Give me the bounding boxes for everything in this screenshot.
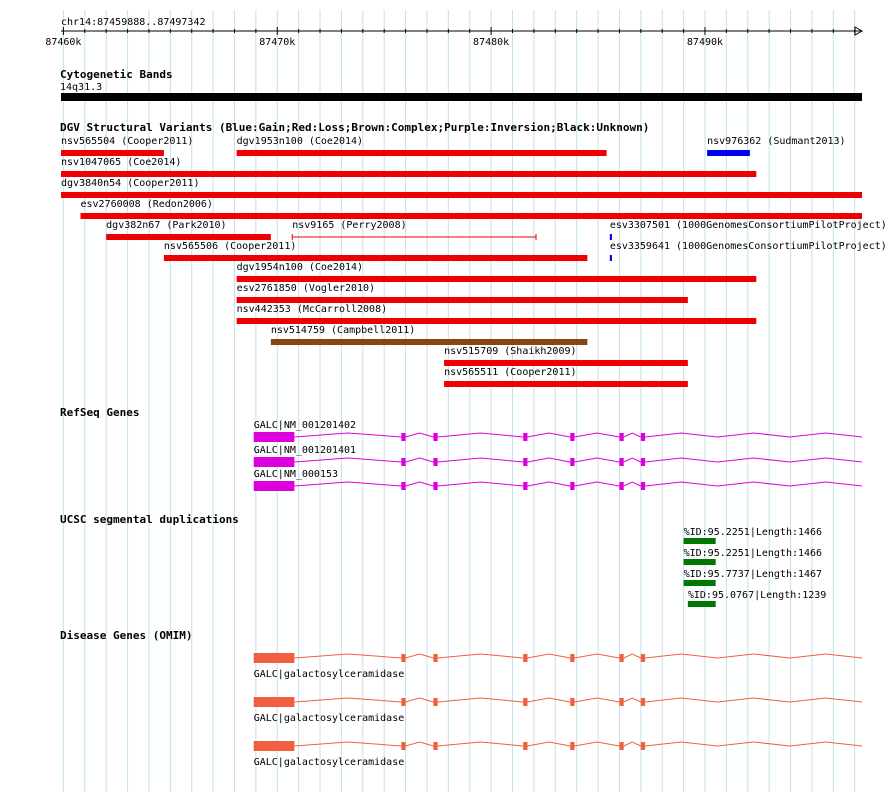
omim-exon [570, 698, 574, 706]
refseq-intron [406, 482, 434, 486]
refseq-exon [619, 458, 623, 466]
refseq-intron [645, 458, 862, 462]
refseq-intron [294, 482, 401, 486]
dgv-feature-bar [444, 381, 688, 387]
omim-exon [254, 653, 295, 663]
refseq-transcript-label: GALC|NM_000153 [253, 469, 339, 480]
dgv-feature-label: nsv565511 (Cooper2011) [444, 367, 577, 378]
refseq-exon [433, 458, 437, 466]
omim-exon [619, 698, 623, 706]
dgv-feature-bar [237, 276, 757, 282]
refseq-intron [624, 433, 641, 437]
omim-exon [254, 741, 295, 751]
dgv-feature-bar [444, 360, 688, 366]
omim-intron [406, 698, 434, 702]
dgv-feature-label: nsv515709 (Shaikh2009) [444, 346, 577, 357]
refseq-exon [401, 482, 405, 490]
refseq-intron [624, 458, 641, 462]
refseq-exon [523, 458, 527, 466]
segdup-bar [684, 538, 716, 544]
ruler-tick-label: 87470k [259, 37, 296, 48]
omim-intron [645, 742, 862, 746]
refseq-intron [645, 433, 862, 437]
omim-intron [575, 742, 620, 746]
omim-gene-label: GALC|galactosylceramidase [253, 713, 405, 724]
track-title-dgv: DGV Structural Variants (Blue:Gain;Red:Loss;Brown:Complex;Purple:Inversion;Black:Unknown) [60, 121, 650, 134]
dgv-feature-label: esv3359641 (1000GenomesConsortiumPilotProject) [609, 241, 887, 252]
omim-exon [401, 654, 405, 662]
refseq-intron [575, 482, 620, 486]
refseq-exon [641, 458, 645, 466]
refseq-exon [254, 457, 295, 467]
refseq-exon [433, 482, 437, 490]
omim-exon [570, 654, 574, 662]
track-title-segdup: UCSC segmental duplications [60, 513, 239, 526]
refseq-intron [294, 458, 401, 462]
location-label: chr14:87459888..87497342 [61, 17, 206, 28]
omim-intron [294, 654, 401, 658]
refseq-exon [619, 433, 623, 441]
omim-exon [401, 698, 405, 706]
track-features [61, 93, 887, 768]
omim-exon [523, 742, 527, 750]
refseq-exon [401, 433, 405, 441]
dgv-feature-bar [81, 213, 862, 219]
omim-intron [645, 698, 862, 702]
omim-intron [624, 742, 641, 746]
dgv-feature-bar [237, 318, 757, 324]
dgv-feature-label: esv2761850 (Vogler2010) [236, 283, 376, 294]
refseq-exon [254, 481, 295, 491]
dgv-feature-bar [610, 255, 612, 261]
refseq-exon [570, 433, 574, 441]
refseq-transcript-label: GALC|NM_001201401 [253, 445, 357, 456]
refseq-intron [645, 482, 862, 486]
ruler [45, 17, 862, 48]
refseq-intron [438, 482, 524, 486]
refseq-intron [406, 458, 434, 462]
dgv-feature-bar [707, 150, 750, 156]
omim-intron [624, 654, 641, 658]
omim-exon [433, 654, 437, 662]
dgv-feature-label: nsv565506 (Cooper2011) [163, 241, 297, 252]
segdup-bar [684, 559, 716, 565]
track-title-refseq: RefSeq Genes [60, 406, 140, 419]
dgv-feature-bar [610, 234, 612, 240]
omim-intron [438, 742, 524, 746]
omim-exon [641, 654, 645, 662]
refseq-intron [294, 433, 401, 437]
dgv-feature-bar [61, 171, 756, 177]
dgv-feature-label: nsv976362 (Sudmant2013) [707, 136, 846, 147]
refseq-exon [641, 433, 645, 441]
omim-intron [294, 698, 401, 702]
refseq-transcript-label: GALC|NM_001201402 [253, 420, 357, 431]
dgv-feature-bar [61, 192, 862, 198]
dgv-feature-bar [237, 150, 607, 156]
ruler-ticks [45, 27, 854, 48]
track-title-omim: Disease Genes (OMIM) [60, 629, 193, 642]
segdup-bar [688, 601, 716, 607]
omim-exon [433, 698, 437, 706]
dgv-feature-label: esv2760008 (Redon2006) [80, 199, 213, 210]
omim-exon [523, 698, 527, 706]
dgv-feature-bar [237, 297, 688, 303]
dgv-feature-label: nsv565504 (Cooper2011) [61, 136, 194, 147]
refseq-exon [433, 433, 437, 441]
refseq-intron [575, 458, 620, 462]
refseq-exon [523, 433, 527, 441]
dgv-feature-label: nsv1047065 (Coe2014) [61, 157, 182, 168]
dgv-feature-bar [61, 150, 164, 156]
ruler-tick-label: 87490k [686, 37, 724, 48]
refseq-exon [523, 482, 527, 490]
omim-intron [294, 742, 401, 746]
refseq-exon [254, 432, 295, 442]
omim-intron [406, 654, 434, 658]
omim-exon [619, 742, 623, 750]
refseq-exon [619, 482, 623, 490]
refseq-exon [570, 458, 574, 466]
dgv-feature-label: dgv382n67 (Park2010) [106, 220, 227, 231]
segdup-bar [684, 580, 716, 586]
omim-exon [570, 742, 574, 750]
dgv-feature-label: dgv1954n100 (Coe2014) [236, 262, 364, 273]
omim-exon [401, 742, 405, 750]
dgv-feature-label: dgv3840n54 (Cooper2011) [61, 178, 200, 189]
omim-intron [438, 654, 524, 658]
dgv-feature-bar [164, 255, 587, 261]
refseq-intron [624, 482, 641, 486]
refseq-exon [401, 458, 405, 466]
omim-intron [645, 654, 862, 658]
omim-exon [254, 697, 295, 707]
segdup-label: %ID:95.2251|Length:1466 [683, 548, 823, 559]
segdup-label: %ID:95.0767|Length:1239 [687, 590, 827, 601]
omim-gene-label: GALC|galactosylceramidase [253, 669, 405, 680]
dgv-feature-label: esv3307501 (1000GenomesConsortiumPilotProject) [609, 220, 887, 231]
refseq-exon [570, 482, 574, 490]
refseq-intron [438, 433, 524, 437]
dgv-feature-label: nsv9165 (Perry2008) [292, 220, 407, 231]
omim-intron [575, 654, 620, 658]
segdup-label: %ID:95.2251|Length:1466 [683, 527, 823, 538]
refseq-intron [406, 433, 434, 437]
omim-exon [523, 654, 527, 662]
refseq-intron [438, 458, 524, 462]
omim-exon [641, 742, 645, 750]
omim-exon [641, 698, 645, 706]
cytoband-label: 14q31.3 [60, 82, 103, 93]
omim-intron [438, 698, 524, 702]
ruler-tick-label: 87480k [473, 37, 510, 48]
omim-intron [406, 742, 434, 746]
segdup-label: %ID:95.7737|Length:1467 [683, 569, 823, 580]
omim-gene-label: GALC|galactosylceramidase [253, 757, 405, 768]
omim-exon [433, 742, 437, 750]
dgv-feature-bar [271, 339, 588, 345]
refseq-intron [575, 433, 620, 437]
dgv-feature-bar [106, 234, 271, 240]
dgv-feature-label: nsv514759 (Campbell2011) [270, 325, 416, 336]
dgv-feature-label: nsv442353 (McCarroll2008) [236, 304, 388, 315]
ruler-tick-label: 87460k [45, 37, 82, 48]
dgv-feature-label: dgv1953n100 (Coe2014) [236, 136, 364, 147]
track-title-cytoband: Cytogenetic Bands [60, 68, 173, 81]
omim-intron [575, 698, 620, 702]
refseq-exon [641, 482, 645, 490]
omim-exon [619, 654, 623, 662]
omim-intron [624, 698, 641, 702]
cytoband-bar [61, 93, 862, 101]
